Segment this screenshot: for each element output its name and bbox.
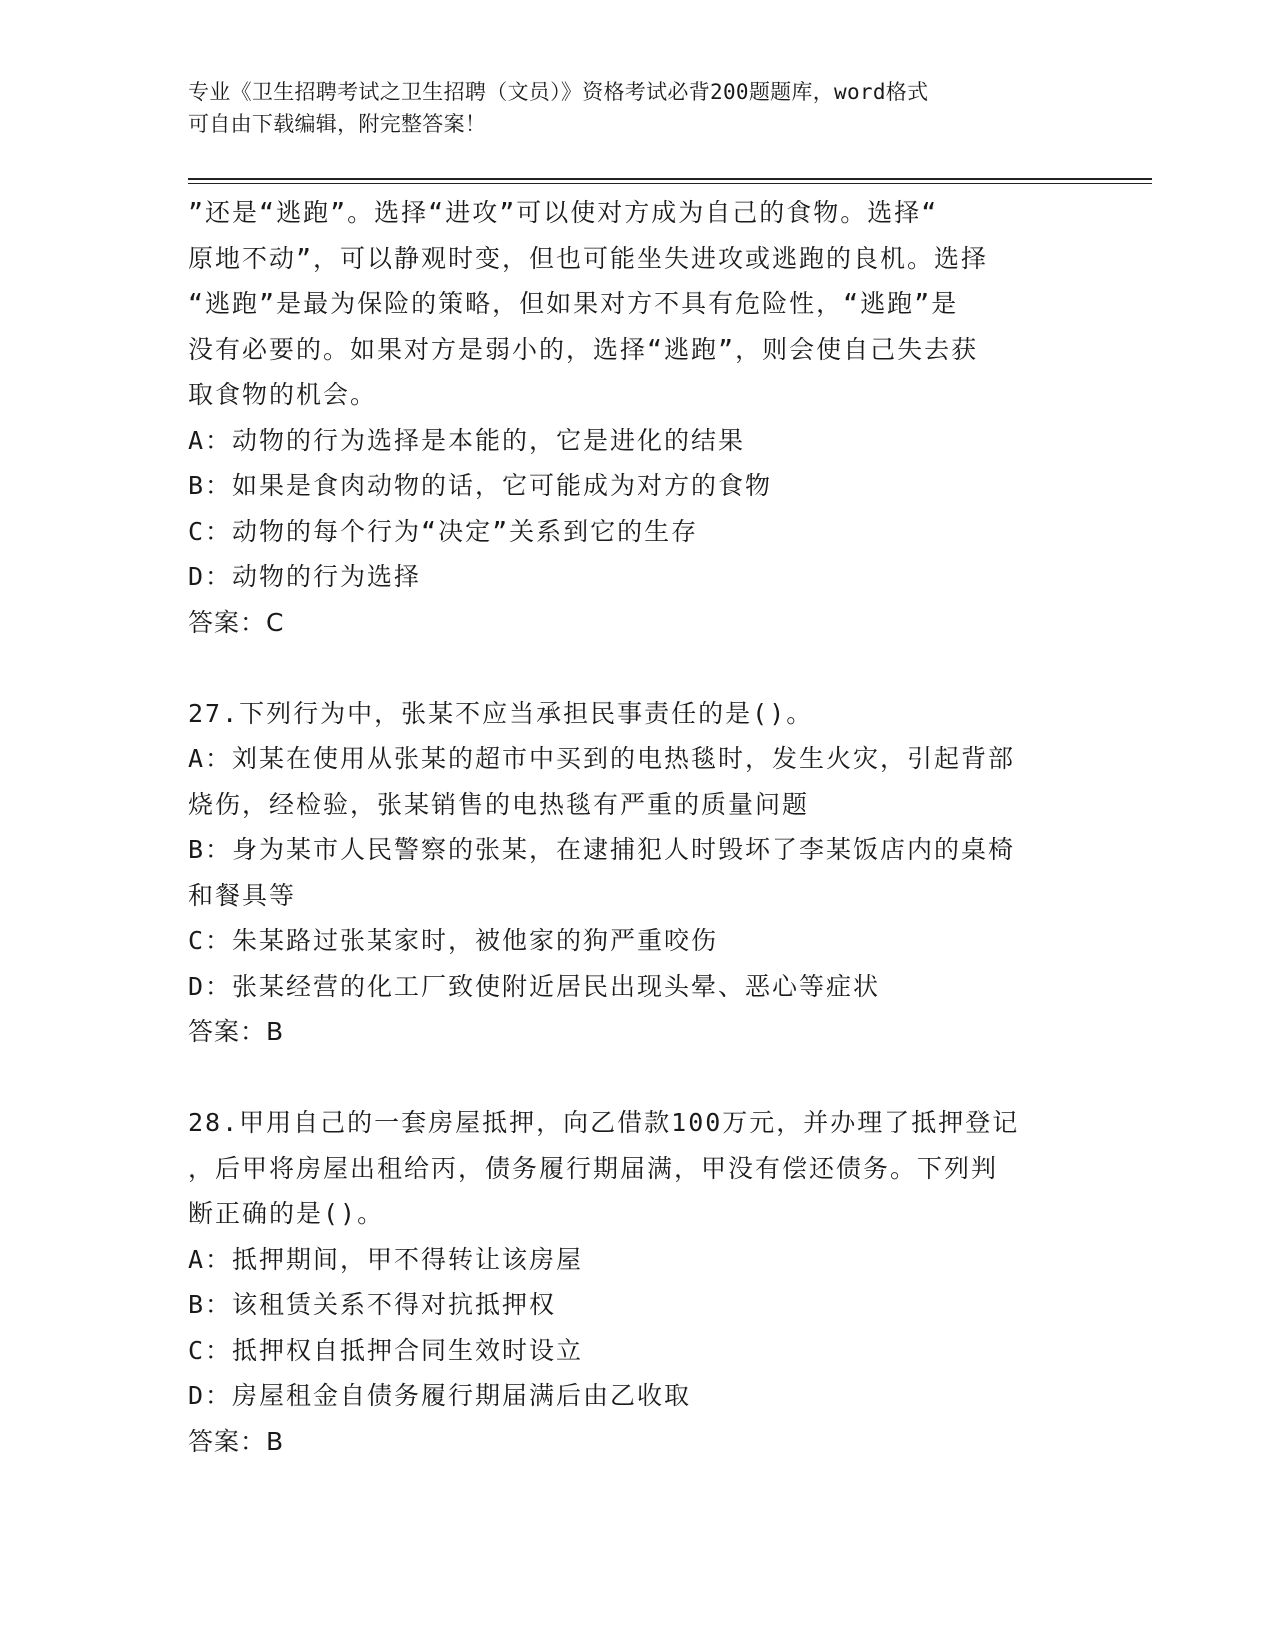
option-c: C：朱某路过张某家时，被他家的狗严重咬伤: [188, 926, 719, 955]
question-stem-line: 原地不动”，可以静观时变，但也可能坐失进攻或逃跑的良机。选择: [188, 243, 989, 273]
option-b-continued: 和餐具等: [188, 880, 297, 910]
question-stem-continued: 断正确的是()。: [188, 1199, 385, 1228]
spacer: [188, 645, 1088, 691]
question-stem-line: 没有必要的。如果对方是弱小的，选择“逃跑”，则会使自己失去获: [188, 334, 979, 364]
page-header: [188, 76, 1088, 140]
question-stem-line: “逃跑”是最为保险的策略，但如果对方不具有危险性，“逃跑”是: [188, 289, 959, 318]
answer-label: 答案：B: [188, 1426, 285, 1456]
question-27: [188, 691, 1088, 1055]
option-b: B：如果是食肉动物的话，它可能成为对方的食物: [188, 471, 773, 500]
option-a: A：抵押期间，甲不得转让该房屋: [188, 1244, 584, 1274]
header-divider-thin: [188, 183, 1152, 184]
option-c: C：动物的每个行为“决定”关系到它的生存: [188, 516, 699, 546]
option-a: A：刘某在使用从张某的超市中买到的电热毯时，发生火灾，引起背部: [188, 744, 1016, 773]
header-divider: [188, 178, 1152, 180]
option-d: D：动物的行为选择: [188, 562, 422, 591]
option-b: B：身为某市人民警察的张某，在逮捕犯人时毁坏了李某饭店内的桌椅: [188, 835, 1016, 864]
spacer: [188, 1055, 1088, 1101]
question-stem-line: ”还是“逃跑”。选择“进攻”可以使对方成为自己的食物。选择“: [188, 198, 939, 227]
answer-label: 答案：B: [188, 1017, 285, 1046]
option-d: D：张某经营的化工厂致使附近居民出现头晕、恶心等症状: [188, 971, 881, 1001]
question-content: [188, 190, 1088, 1464]
option-c: C：抵押权自抵押合同生效时设立: [188, 1335, 584, 1365]
question-26-tail: [188, 190, 1088, 645]
question-stem-continued: ，后甲将房屋出租给丙，债务履行期届满，甲没有偿还债务。下列判: [188, 1153, 999, 1183]
question-stem-line: 取食物的机会。: [188, 380, 378, 409]
header-title-line-1: 专业《卫生招聘考试之卫生招聘（文员）》资格考试必背200题题库，word格式: [188, 80, 929, 104]
option-a: A：动物的行为选择是本能的，它是进化的结果: [188, 425, 746, 455]
question-stem: 27.下列行为中，张某不应当承担民事责任的是()。: [188, 698, 814, 728]
option-d: D：房屋租金自债务履行期届满后由乙收取: [188, 1381, 692, 1410]
header-title-line-2: 可自由下载编辑，附完整答案！: [188, 112, 487, 136]
question-stem: 28.甲用自己的一套房屋抵押，向乙借款100万元，并办理了抵押登记: [188, 1108, 1020, 1137]
question-28: [188, 1100, 1088, 1464]
option-a-continued: 烧伤，经检验，张某销售的电热毯有严重的质量问题: [188, 789, 810, 819]
option-b: B：该租赁关系不得对抗抵押权: [188, 1290, 557, 1319]
answer-label: 答案：C: [188, 607, 285, 637]
